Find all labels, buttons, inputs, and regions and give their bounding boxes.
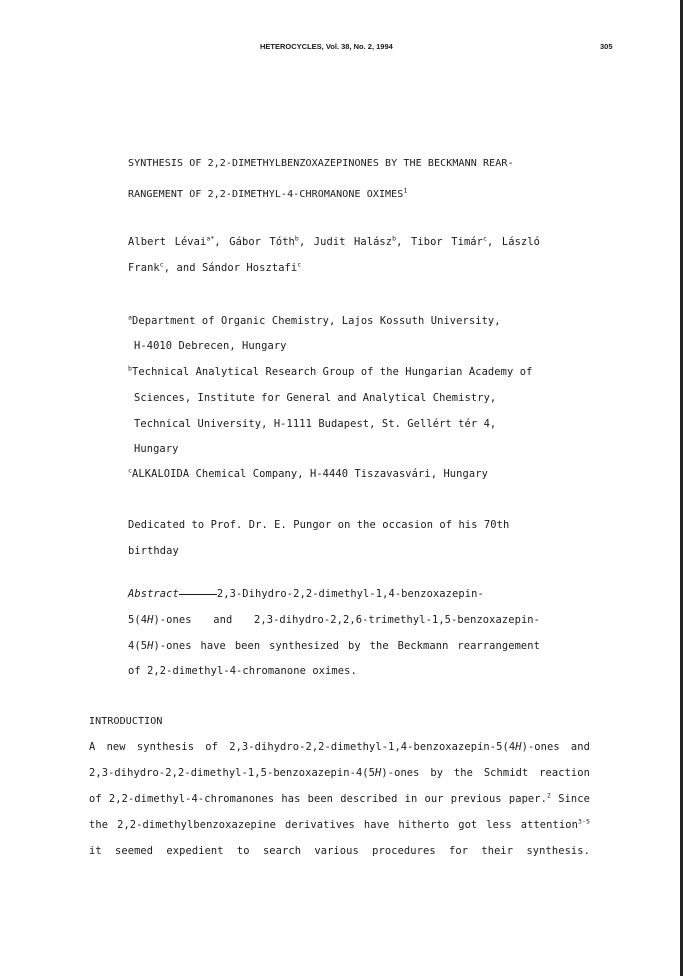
introduction-line-2: 2,3-dihydro-2,2-dimethyl-1,5-benzoxazepin-4(5H)-ones by the Schmidt reaction bbox=[89, 767, 590, 779]
introduction-line-3: of 2,2-dimethyl-4-chromanones has been described in our previous paper.$^2$ Since bbox=[89, 791, 590, 805]
affiliation-b-line-3: Technical University, H-1111 Budapest, St. Gellért tér 4, bbox=[134, 418, 497, 430]
authors-line-2: Frank$^c$, and Sándor Hosztafi$^c$ bbox=[128, 260, 302, 274]
introduction-line-5: it seemed expedient to search various procedures for their synthesis. bbox=[89, 845, 590, 857]
title-line-2: RANGEMENT OF 2,2-DIMETHYL-4-CHROMANONE OXIMES$^1$ bbox=[128, 186, 408, 200]
affiliation-a-line-1: $^a$Department of Organic Chemistry, Lajos Kossuth University, bbox=[128, 313, 501, 327]
abstract-line-3: 4(5H)-ones have been synthesized by the Beckmann rearrangement bbox=[128, 640, 540, 652]
abstract-line-2: 5(4H)-ones and 2,3-dihydro-2,2,6-trimethyl-1,5-benzoxazepin- bbox=[128, 614, 541, 626]
title-line-1: SYNTHESIS OF 2,2-DIMETHYLBENZOXAZEPINONES BY THE BECKMANN REAR- bbox=[128, 158, 514, 169]
affiliation-b-line-2: Sciences, Institute for General and Analytical Chemistry, bbox=[134, 392, 497, 404]
introduction-line-4: the 2,2-dimethylbenzoxazepine derivatives have hitherto got less attention$^{3-5}$ bbox=[89, 817, 590, 831]
introduction-line-1: A new synthesis of 2,3-dihydro-2,2-dimethyl-1,4-benzoxazepin-5(4H)-ones and bbox=[89, 741, 590, 753]
authors-line-1: Albert Lévai$^{a*}$, Gábor Tóth$^b$, Judit Halász$^b$, Tibor Timár$^c$, László bbox=[128, 234, 541, 248]
abstract-dash bbox=[179, 594, 217, 595]
affiliation-c-line-1: $^c$ALKALOIDA Chemical Company, H-4440 Tiszavasvári, Hungary bbox=[128, 466, 488, 480]
dedication-line-1: Dedicated to Prof. Dr. E. Pungor on the occasion of his 70th bbox=[128, 519, 510, 531]
running-header: HETEROCYCLES, Vol. 38, No. 2, 1994 bbox=[260, 42, 393, 51]
introduction-heading: INTRODUCTION bbox=[89, 716, 163, 727]
page-number: 305 bbox=[600, 42, 613, 51]
abstract-label: Abstract bbox=[128, 588, 179, 600]
dedication-line-2: birthday bbox=[128, 545, 179, 557]
affiliation-b-line-1: $^b$Technical Analytical Research Group of the Hungarian Academy of bbox=[128, 364, 533, 378]
abstract-line-4: of 2,2-dimethyl-4-chromanone oximes. bbox=[128, 665, 357, 677]
affiliation-a-line-2: H-4010 Debrecen, Hungary bbox=[134, 340, 287, 352]
affiliation-b-line-4: Hungary bbox=[134, 443, 179, 455]
abstract-line-1: Abstract 2,3-Dihydro-2,2-dimethyl-1,4-benzoxazepin- bbox=[128, 588, 484, 600]
